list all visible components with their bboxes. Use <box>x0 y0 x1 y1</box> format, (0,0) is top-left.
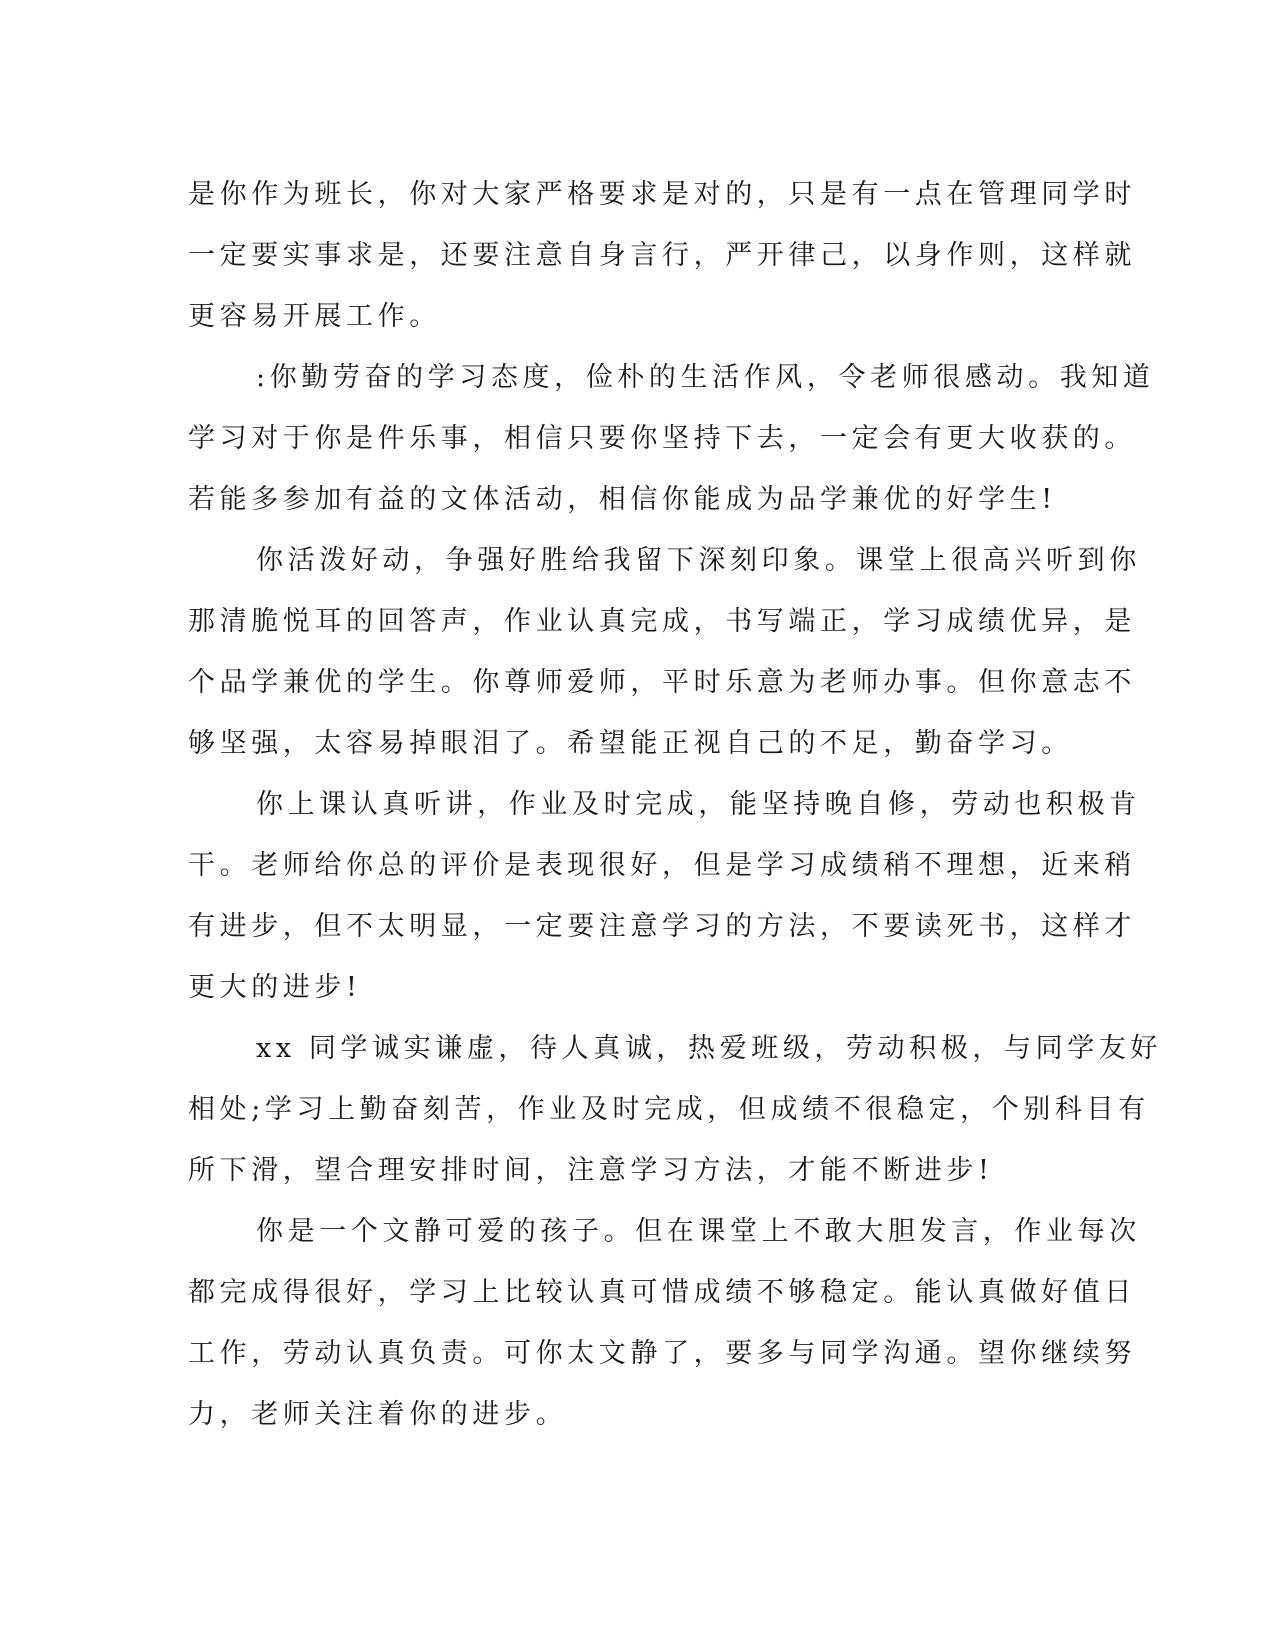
text-line: 你是一个文静可爱的孩子。但在课堂上不敢大胆发言，作业每次 <box>256 1216 1141 1247</box>
text-line: 干。老师给你总的评价是表现很好，但是学习成绩稍不理想，近来稍 <box>188 850 1136 881</box>
text-line: 那清脆悦耳的回答声，作业认真完成，书写端正，学习成绩优异，是 <box>188 606 1136 637</box>
text-line: 都完成得很好，学习上比较认真可惜成绩不够稳定。能认真做好值日 <box>188 1277 1136 1308</box>
text-line: 更大的进步! <box>188 972 362 1003</box>
text-line: 个品学兼优的学生。你尊师爱师，平时乐意为老师办事。但你意志不 <box>188 667 1136 698</box>
text-line: 够坚强，太容易掉眼泪了。希望能正视自己的不足，勤奋学习。 <box>188 728 1073 759</box>
text-line: 力，老师关注着你的进步。 <box>188 1399 568 1430</box>
paragraph-3 <box>188 530 1141 774</box>
document-body <box>188 164 1163 1445</box>
paragraph-4 <box>188 774 1141 1018</box>
text-line: 一定要实事求是，还要注意自身言行，严开律己，以身作则，这样就 <box>188 240 1136 271</box>
text-line: :你勤劳奋的学习态度，俭朴的生活作风，令老师很感动。我知道 <box>256 362 1155 393</box>
text-line: 你活泼好动，争强好胜给我留下深刻印象。课堂上很高兴听到你 <box>256 545 1141 576</box>
text-line: 有进步，但不太明显，一定要注意学习的方法，不要读死书，这样才 <box>188 911 1136 942</box>
paragraph-2 <box>188 347 1155 530</box>
paragraph-1 <box>188 164 1136 347</box>
text-line: 你上课认真听讲，作业及时完成，能坚持晚自修，劳动也积极肯 <box>256 789 1141 820</box>
text-line: 更容易开展工作。 <box>188 301 441 332</box>
text-line: 学习对于你是件乐事，相信只要你坚持下去，一定会有更大收获的。 <box>188 423 1136 454</box>
paragraph-6 <box>188 1201 1141 1445</box>
text-line: 相处;学习上勤奋刻苦，作业及时完成，但成绩不很稳定，个别科目有 <box>188 1094 1150 1125</box>
text-line: 所下滑，望合理安排时间，注意学习方法，才能不断进步! <box>188 1155 994 1186</box>
paragraph-5 <box>188 1018 1163 1201</box>
text-line: 工作，劳动认真负责。可你太文静了，要多与同学沟通。望你继续努 <box>188 1338 1136 1369</box>
text-line: 若能多参加有益的文体活动，相信你能成为品学兼优的好学生! <box>188 484 1057 515</box>
text-line: xx 同学诚实谦虚，待人真诚，热爱班级，劳动积极，与同学友好 <box>256 1033 1163 1064</box>
text-line: 是你作为班长，你对大家严格要求是对的，只是有一点在管理同学时 <box>188 179 1136 210</box>
